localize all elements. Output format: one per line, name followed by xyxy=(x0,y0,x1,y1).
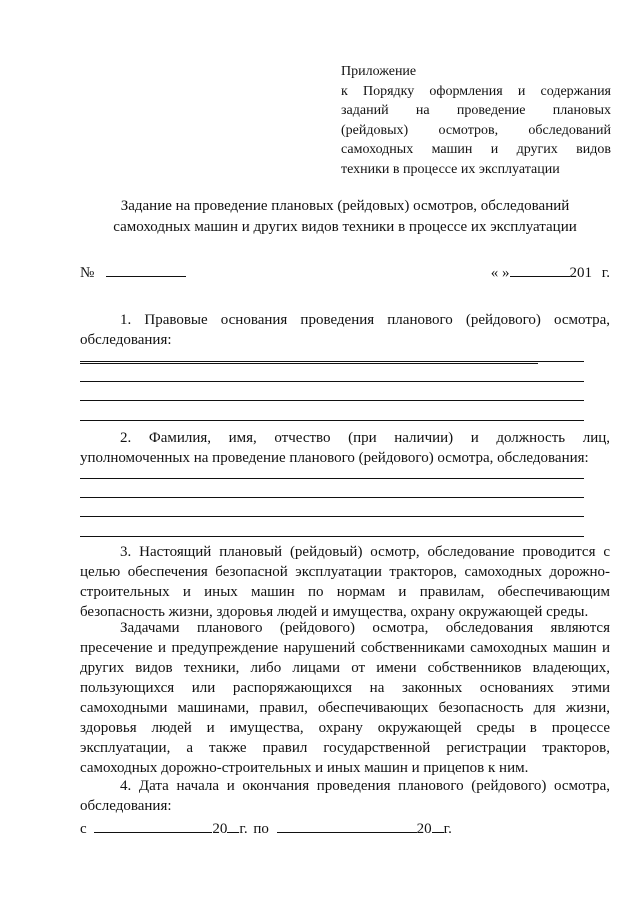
appendix-line: самоходных машин и других видов xyxy=(341,142,611,157)
section-1-label: обследования: xyxy=(80,332,172,348)
section-4 xyxy=(80,776,610,839)
blank-line xyxy=(80,400,584,401)
section-4-dates xyxy=(80,819,610,839)
date-from-blank xyxy=(94,819,212,833)
section-3-paragraph-2: Задачами планового (рейдового) осмотра, обследования являются пресечение и предупреждение нарушений собственниками самоходных машин и других видов техники, либо лицами от имени собственников владеющих, пользующихся или распоряжающихся на законных основаниях этими самоходными машинами, правил, обеспечивающих безопасность для жизни, здоровья людей и имущества, охрану окружающей среды в процессе эксплуатации, а также правил государственной регистрации тракторов, самоходных дорожно-строительных и иных машин и прицепов к ним. xyxy=(80,620,610,776)
date-field xyxy=(491,262,610,282)
date-from-year: 20 xyxy=(212,821,228,837)
section-2-line: 2. Фамилия, имя, отчество (при наличии) и должность лиц, xyxy=(120,430,610,446)
section-2-line: уполномоченных на проведение планового (рейдового) осмотра, обследования: xyxy=(80,450,589,466)
date-to-blank xyxy=(277,819,417,833)
blank-line xyxy=(80,361,584,362)
section-2 xyxy=(80,428,610,468)
date-from-label: с xyxy=(80,821,87,837)
section-1-line2 xyxy=(80,330,610,370)
year-prefix: 201 xyxy=(569,265,593,281)
number-date-row xyxy=(80,262,610,282)
date-to-label: по xyxy=(253,821,269,837)
date-from-year-unit: г. xyxy=(239,821,248,837)
date-to-year: 20 xyxy=(416,821,432,837)
year-suffix: г. xyxy=(601,265,610,281)
date-to-year-unit: г. xyxy=(443,821,452,837)
appendix-block xyxy=(341,62,611,179)
month-blank xyxy=(510,262,570,277)
appendix-line: Приложение xyxy=(341,64,417,79)
date-quotes: « » xyxy=(490,265,510,281)
date-from-year-blank xyxy=(227,819,239,833)
number-field xyxy=(80,262,186,282)
blank-line xyxy=(80,420,584,421)
appendix-line: к Порядку оформления и содержания xyxy=(341,83,611,99)
appendix-line: заданий на проведение плановых xyxy=(341,103,611,118)
title-line: самоходных машин и других видов техники в процессе их эксплуатации xyxy=(113,219,577,235)
section-3-paragraph-1: 3. Настоящий плановый (рейдовый) осмотр, обследование проводится с целью обеспечения безопасной эксплуатации тракторов, самоходных дорожно-строительных и иных машин по нормам и правилам, обеспечивающим безопасность жизни, здоровья людей и имущества, охрану окружающей среды. xyxy=(80,544,610,620)
section-1-line: 1. Правовые основания проведения планового (рейдового) осмотра, xyxy=(120,312,610,328)
section-4-line: обследования: xyxy=(80,798,172,814)
document-title xyxy=(80,196,610,238)
date-to-year-blank xyxy=(432,819,444,833)
blank-line xyxy=(80,516,584,517)
blank-line xyxy=(80,536,584,537)
appendix-line: (рейдовых) осмотров, обследований xyxy=(341,122,611,138)
title-line: Задание на проведение плановых (рейдовых) осмотров, обследований xyxy=(120,198,570,214)
number-sign: № xyxy=(80,265,95,281)
number-blank xyxy=(106,262,186,277)
section-4-line: 4. Дата начала и окончания проведения планового (рейдового) осмотра, xyxy=(120,778,610,794)
appendix-line: техники в процессе их эксплуатации xyxy=(341,161,560,177)
blank-line xyxy=(80,497,584,498)
blank-line xyxy=(80,478,584,479)
blank-line xyxy=(80,381,584,382)
